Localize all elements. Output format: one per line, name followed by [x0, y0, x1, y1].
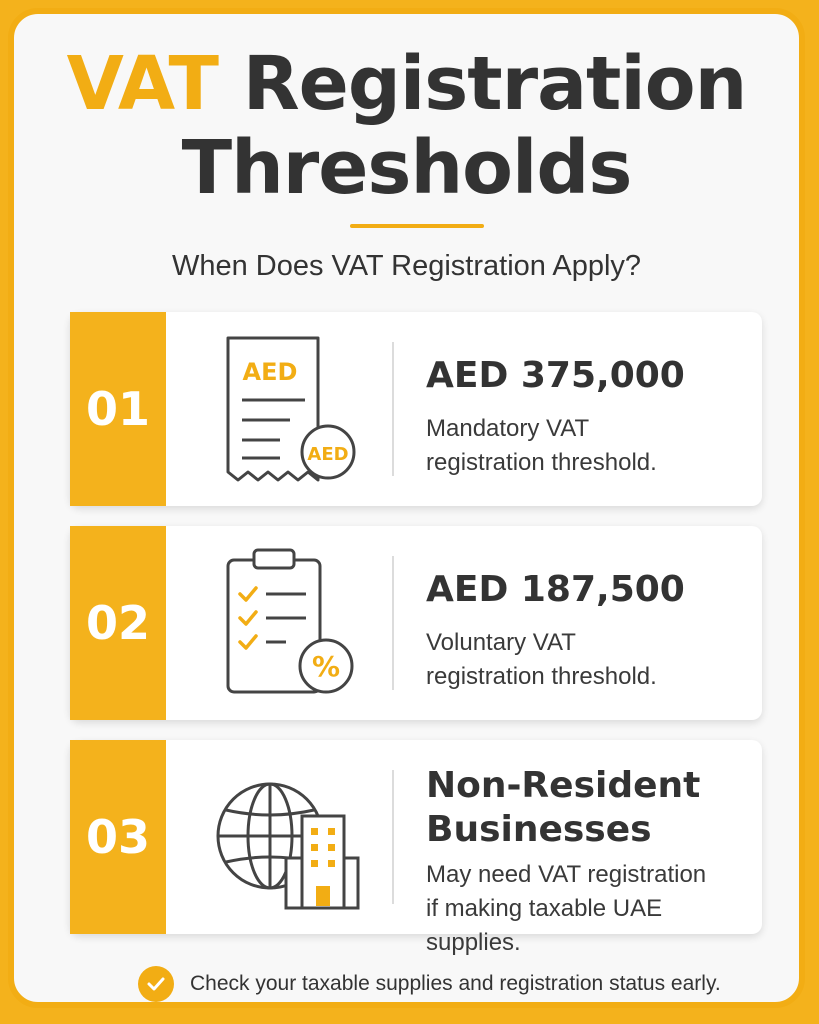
card-number: 02: [70, 526, 166, 720]
check-circle-icon: [138, 966, 174, 1002]
threshold-card-voluntary: [70, 526, 762, 720]
card-heading: [426, 764, 700, 852]
card-number: 01: [70, 312, 166, 506]
coin-label: AED: [307, 444, 349, 465]
card-description-line1: Voluntary VAT: [426, 629, 576, 656]
threshold-card-non-resident: [70, 740, 762, 956]
card-divider: [392, 770, 394, 904]
footer-note: [138, 964, 721, 1004]
card-description: [426, 858, 762, 960]
card-description: [426, 626, 657, 694]
title-line2: Thresholds: [181, 125, 632, 211]
subtitle: When Does VAT Registration Apply?: [171, 250, 642, 282]
clipboard-percent-icon: [210, 544, 360, 704]
card-description-line1: May need VAT registration: [426, 861, 707, 888]
card-number: 03: [70, 740, 166, 934]
infographic-frame: [8, 8, 805, 1008]
card-description-line2: if making taxable UAE supplies.: [426, 895, 663, 956]
card-description-line2: registration threshold.: [426, 663, 657, 690]
card-heading: AED 187,500: [426, 569, 685, 610]
footer-text: Check your taxable supplies and registration status early.: [190, 972, 721, 995]
card-divider: [392, 556, 394, 690]
card-divider: [392, 342, 394, 476]
title-underline: [350, 224, 484, 228]
card-heading: AED 375,000: [426, 355, 685, 396]
card-heading-line1: Non-Resident: [426, 765, 701, 806]
title-accent: VAT: [66, 41, 218, 127]
card-description-line2: registration threshold.: [426, 449, 657, 476]
card-description: [426, 412, 657, 480]
card-description-line1: Mandatory VAT: [426, 415, 590, 442]
receipt-aed-icon: [210, 330, 360, 490]
globe-building-icon: [210, 758, 360, 918]
card-heading-line2: Businesses: [426, 809, 652, 850]
page-title: [14, 42, 799, 210]
threshold-card-mandatory: [70, 312, 762, 506]
receipt-label: AED: [242, 358, 298, 386]
title-rest: Registration: [242, 41, 747, 127]
percent-label: %: [311, 650, 341, 683]
